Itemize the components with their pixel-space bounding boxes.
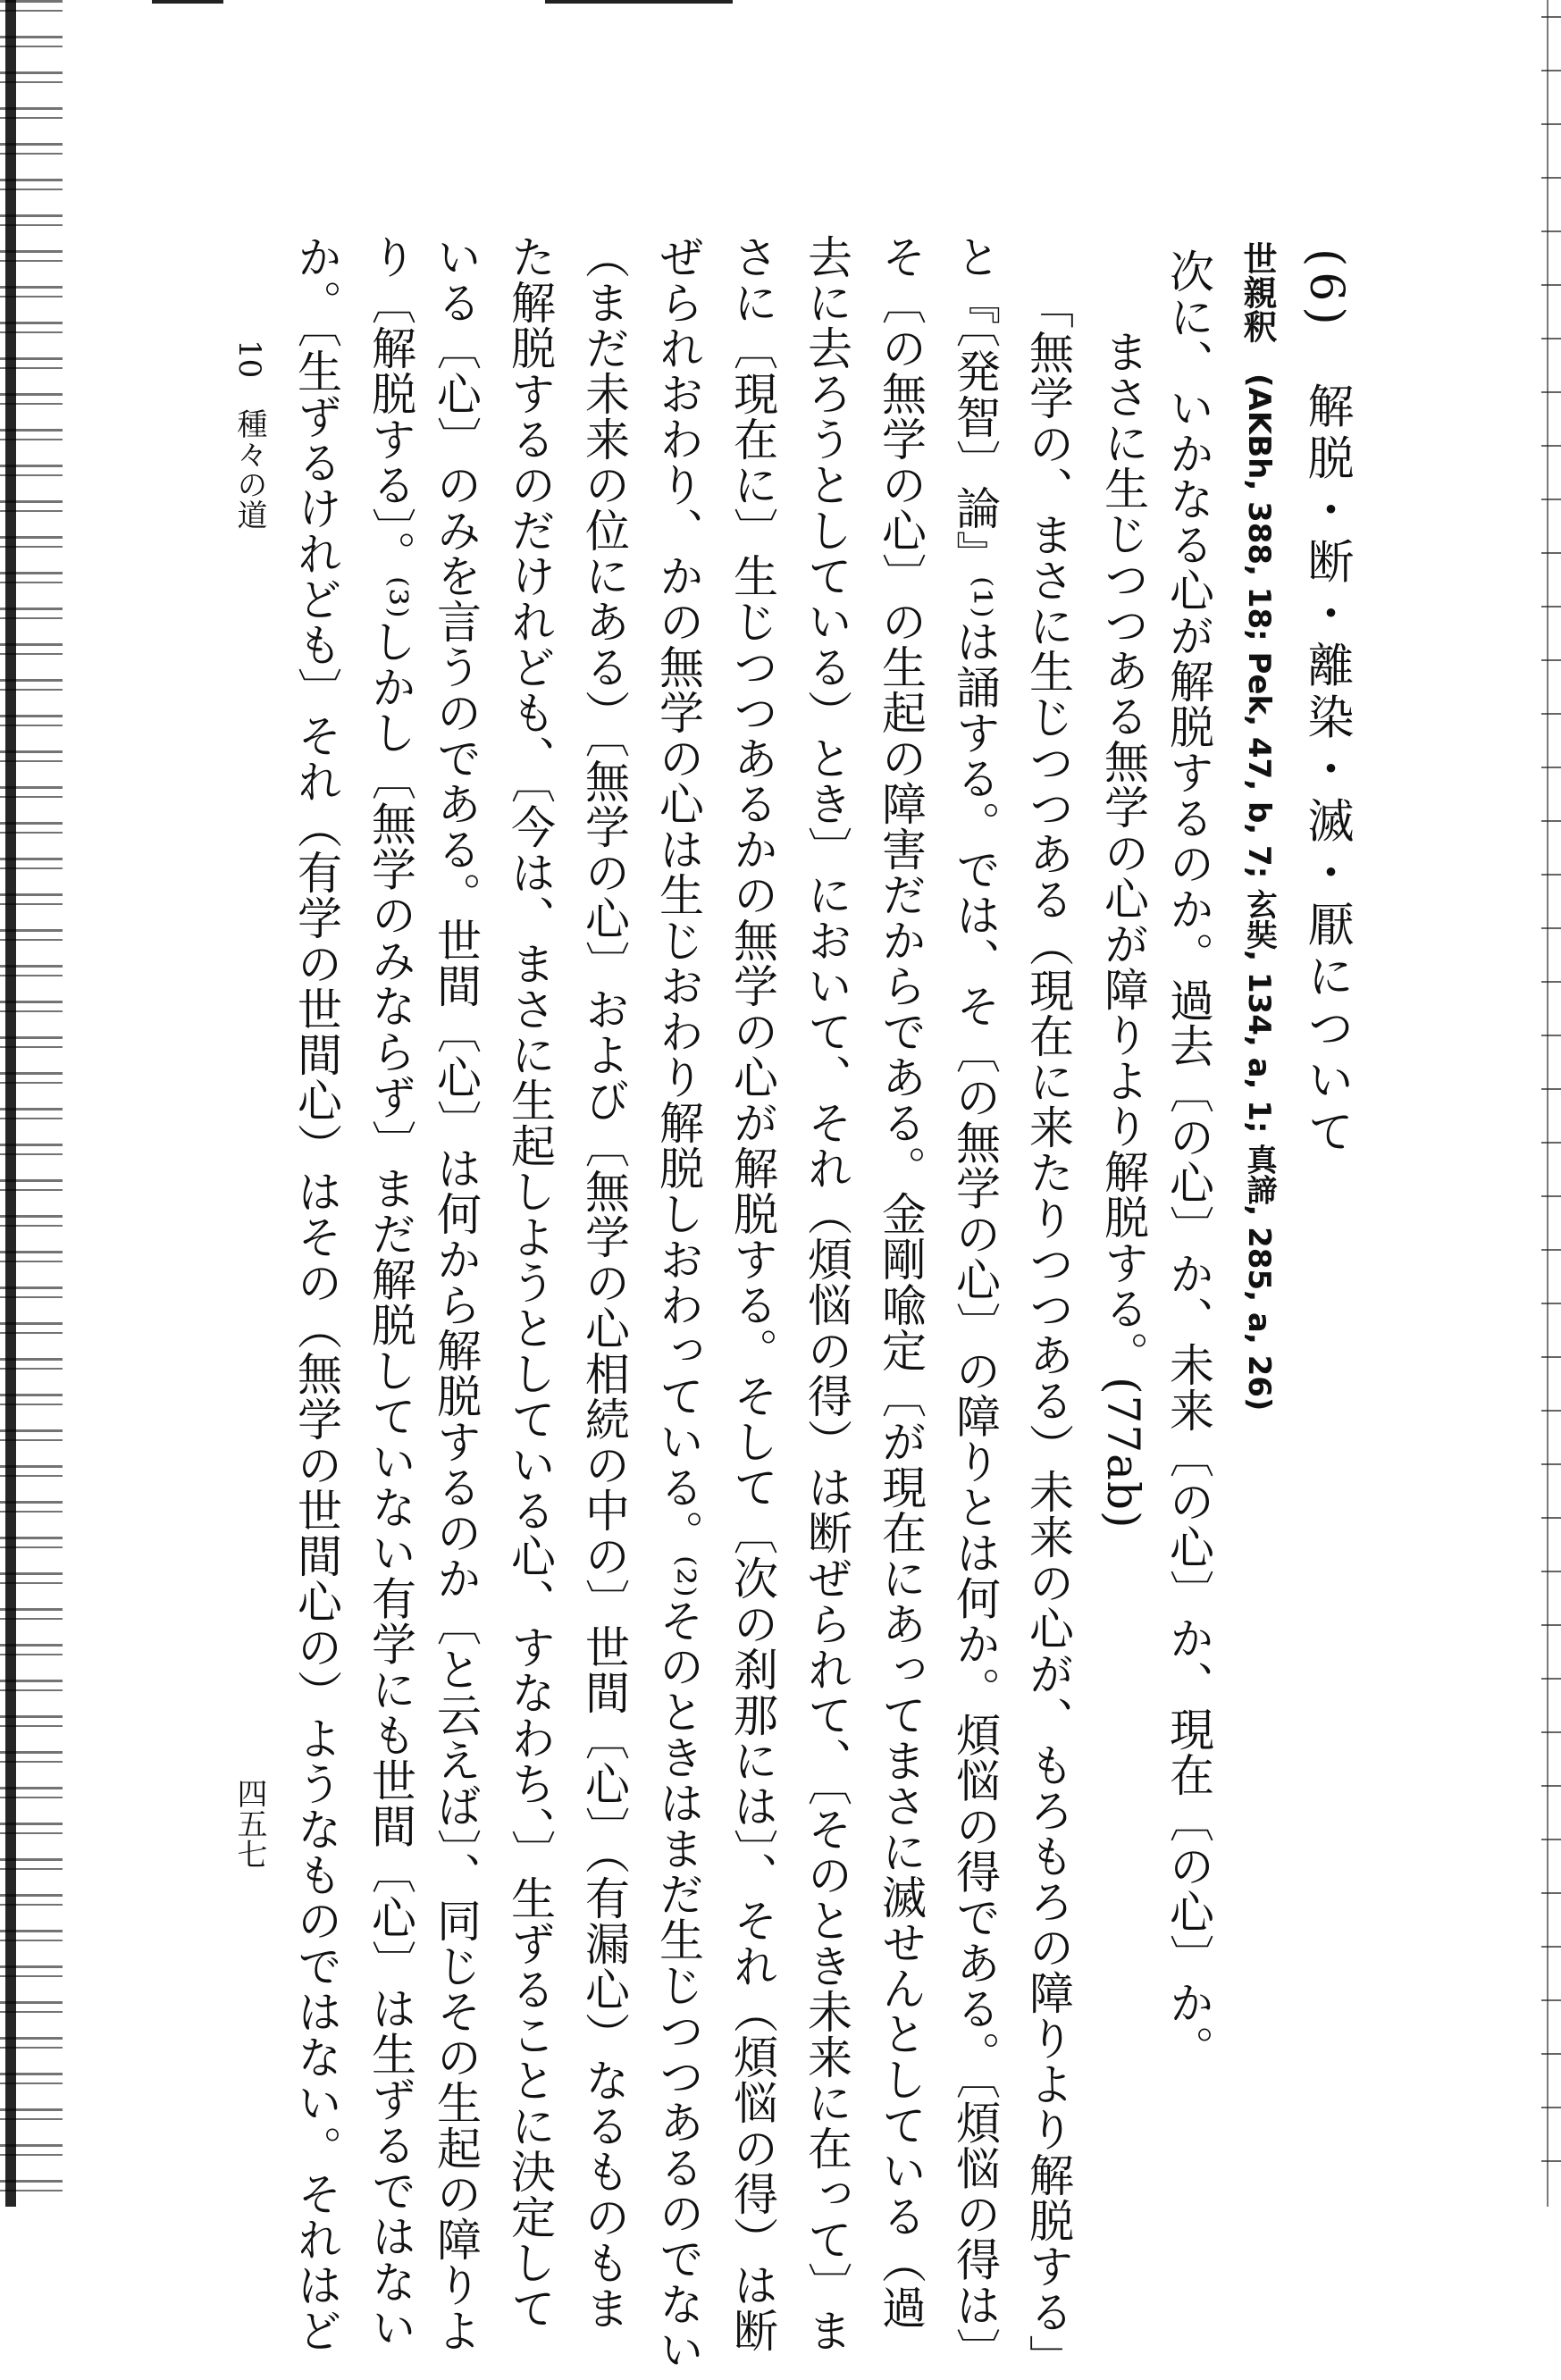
question-line: 次に、いかなる心が解脱するのか。過去〔の心〕か、未来〔の心〕か、現在〔の心〕か。 (1162, 248, 1214, 2071)
verse-line: まさに生じつつある無学の心が障りより解脱する。(77ab) (1097, 329, 1149, 1529)
body-line: り〔解脱する〕。⁽³⁾しかし〔無学のみならず〕まだ解脱していない有学にも世間〔心〕は生ずるではない (365, 234, 416, 2351)
source-refs: (AKBh, 388, 18; Pek, 47, b, 7; 玄奘, 134, a, 1; 真諦, 285, a, 26) (1241, 373, 1277, 1412)
body-line: 去に去ろうとしている）とき〕において、それ（煩悩の得）は断ぜられて、〔そのとき未来に在って〕ま (801, 234, 852, 2353)
body-line: と『〔発智〕論』⁽¹⁾は誦する。では、そ〔の無学の心〕の障りとは何か。煩悩の得である。〔煩悩の得は〕 (949, 234, 1001, 2374)
scan-edge-right-line (1547, 0, 1548, 2207)
section-heading: (6) 解脱・断・離染・滅・厭について (1299, 248, 1353, 1160)
body-line: か。〔生ずるけれども〕それ（有学の世間心）はその（無学の世間心の）ようなものではない。それはど (290, 234, 342, 2353)
body-line: いる〔心〕のみを言うのである。世間〔心〕は何から解脱するのか〔と云えば〕、同じその生起の障りよ (430, 234, 482, 2353)
source-label: 世親釈 (1238, 241, 1277, 343)
chapter-footer: 10 種々の道 (231, 339, 267, 531)
body-line: た解脱するのだけれども、〔今は、まさに生起しようとしている心、すなわち、〕生ずることに決定して (504, 234, 556, 2331)
body-line: ぜられおわり、かの無学の心は生じおわり解脱しおわっている。⁽²⁾そのときはまだ生じつつあるのでない (652, 234, 704, 2373)
scan-edge-left-bar (5, 0, 16, 2207)
scan-edge-right (1541, 0, 1561, 2207)
page-number: 四五七 (231, 1778, 267, 1869)
body-line: （まだ未来の位にある）〔無学の心〕および〔無学の心相続の中の〕世間〔心〕（有漏心）なるものもま (578, 234, 630, 2331)
body-line: そ〔の無学の心〕の生起の障害だからである。金剛喩定〔が現在にあってまさに滅せんとしている（過 (875, 234, 927, 2330)
body-line: 「無学の、まさに生じつつある（現在に来たりつつある）未来の心が、もろもろの障りより解脱する」 (1022, 284, 1074, 2380)
top-rule-1 (152, 0, 223, 4)
top-rule-2 (545, 0, 733, 4)
body-line: さに〔現在に〕生じつつあるかの無学の心が解脱する。そして〔次の刹那には〕、それ（煩悩の得）は断 (726, 234, 778, 2353)
